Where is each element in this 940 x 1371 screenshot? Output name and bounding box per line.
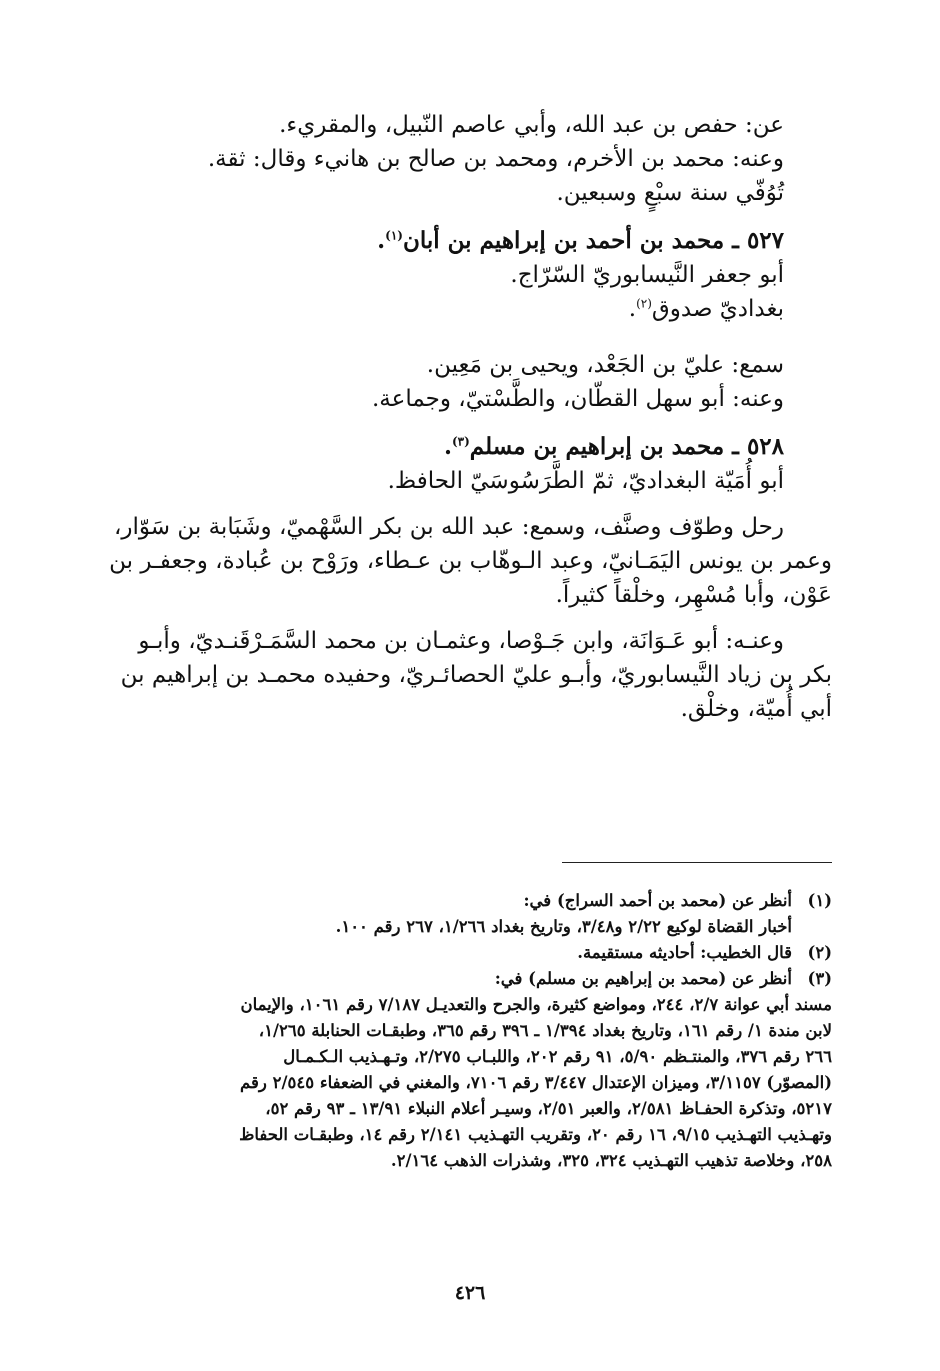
text-line: أبي أُميّة، وخلْق.: [680, 696, 832, 722]
footnote-item: [102, 966, 832, 1174]
punctuation: .: [628, 296, 637, 322]
entry-heading-528: [102, 430, 832, 464]
footnote-line: أنظر عن (محمد بن إبراهيم بن مسلم) في:: [494, 969, 792, 988]
footnote-line: أنظر عن (محمد بن أحمد السراج) في:: [523, 891, 792, 910]
footnote-marker: (٢): [636, 296, 652, 311]
text-line: أبو جعفر النَّيسابوريّ السّرّاج.: [510, 262, 784, 288]
text-line: وعنه: محمد بن الأخرم، ومحمد بن صالح بن هانيء وقال: ثقة.: [207, 146, 784, 172]
text-line: سمع: عليّ بن الجَعْد، ويحيى بن مَعِين.: [426, 352, 784, 378]
text-segment: بغداديّ صدوق: [651, 296, 784, 322]
footnote-number: (١): [807, 891, 832, 910]
footnote-line: مسند أبي عوانة ٢/٧، ٢٤٤، ومواضع كثيرة، والجرح والتعديـل ٧/١٨٧ رقم ١٠٦١، والإيمان: [240, 995, 832, 1014]
entry-heading-text: ٥٢٨ ـ محمد بن إبراهيم بن مسلم: [469, 433, 784, 460]
footnote-divider: [562, 862, 832, 863]
page-number: ٤٢٦: [454, 1282, 486, 1304]
spacer: [102, 498, 832, 510]
footnotes: [102, 888, 832, 1174]
text-line: رحل وطوّف وصنَّف، وسمع: عبد الله بن بكر السَّهْميّ، وشَبَابة بن سَوّار،: [113, 514, 784, 540]
footnote-number: (٢): [807, 943, 832, 962]
text-line: وعمر بن يونس اليَمَـانيّ، وعبد الـوهّاب بن عـطاء، ورَوْح بن عُبادة، وجعفـر بن: [109, 548, 832, 574]
footnote-item: [102, 888, 832, 940]
footnote-body: [102, 992, 832, 1174]
paragraph: [102, 624, 832, 726]
footnote-line: وتهـذيب التهـذيب ٩/١٥، ١٦ رقم ٢٠، وتقريب التهـذيب ٢/١٤١ رقم ١٤، وطبقـات الحفاظ: [239, 1125, 832, 1144]
main-text: [102, 108, 832, 726]
text-line: [102, 292, 832, 326]
punctuation: .: [377, 227, 386, 254]
spacer: [102, 612, 832, 624]
footnote-line: ٢٦٦ رقم ٣٧٦، والمنتـظم ٥/٩٠، ٩١ رقم ٢٠٢، واللبـاب ٢/٢٧٥، وتـهـذيب الـكـمـال: [283, 1047, 832, 1066]
text-line: عَوْن، وأبا مُسْهِر، وخلْقاً كثيراً.: [555, 582, 832, 608]
text-line: عن: حفص بن عبد الله، وأبي عاصم النّبيل، والمقريء.: [279, 112, 784, 138]
footnote-line: قال الخطيب: أحاديثه مستقيمة.: [577, 943, 792, 962]
entry-heading-527: [102, 224, 832, 258]
spacer: [102, 326, 832, 348]
footnote-line: (المصوّر) ٣/١١٥٧، وميزان الإعتدال ٣/٤٤٧ رقم ٧١٠٦، والمغني في الضعفاء ٢/٥٤٥ رقم: [240, 1073, 832, 1092]
text-line: وعنـه: أبو عَـوَانَة، وابن جَـوْصا، وعثمـان بن محمد السَّمَـرْقَنـديّ، وأبـو: [138, 628, 784, 654]
text-line: أبو أُمَيّة البغداديّ، ثمّ الطَّرَسُوسَيّ الحافظ.: [387, 468, 784, 494]
entry-heading-text: ٥٢٧ ـ محمد بن أحمد بن إبراهيم بن أبان: [402, 227, 784, 254]
footnote-marker: (١): [385, 228, 403, 243]
punctuation: .: [443, 433, 452, 460]
footnote-marker: (٣): [451, 434, 470, 449]
footnote-line: أخبار القضاة لوكيع ٢/٢٢ و٣/٤٨، وتاريخ بغداد ١/٢٦٦، ٢٦٧ رقم ١٠٠.: [335, 917, 792, 936]
footnote-line: ٥٢١٧، وتذكرة الحفـاظ ٢/٥٨١، والعبر ٢/٥١، وسيـر أعلام النبلاء ١٣/٩١ ـ ٩٣ رقم ٥٢،: [265, 1099, 832, 1118]
footnote-line: لابن مندة ١/ رقم ١٦١، وتاريخ بغداد ١/٣٩٤ ـ ٣٩٦ رقم ٣٦٥، وطبقـات الحنابلة ١/٢٦٥،: [258, 1021, 832, 1040]
paragraph: [102, 510, 832, 612]
footnote-line: ٢٥٨، وخلاصة تذهيب التهـذيب ٣٢٤، ٣٢٥، وشذرات الذهب ٢/١٦٤.: [390, 1151, 832, 1170]
text-line: وعنه: أبو سهل القطّان، والطَّسْتيّ، وجماعة.: [371, 386, 784, 412]
text-line: بكر بن زياد النَّيسابوريّ، وأبـو عليّ الحصائـريّ، وحفيده محمـد بن إبراهيم بن: [120, 662, 832, 688]
footnote-item: [102, 940, 832, 966]
footnote-number: (٣): [807, 969, 832, 988]
text-line: تُوُفّي سنة سبْعٍ وسبعين.: [556, 180, 784, 206]
